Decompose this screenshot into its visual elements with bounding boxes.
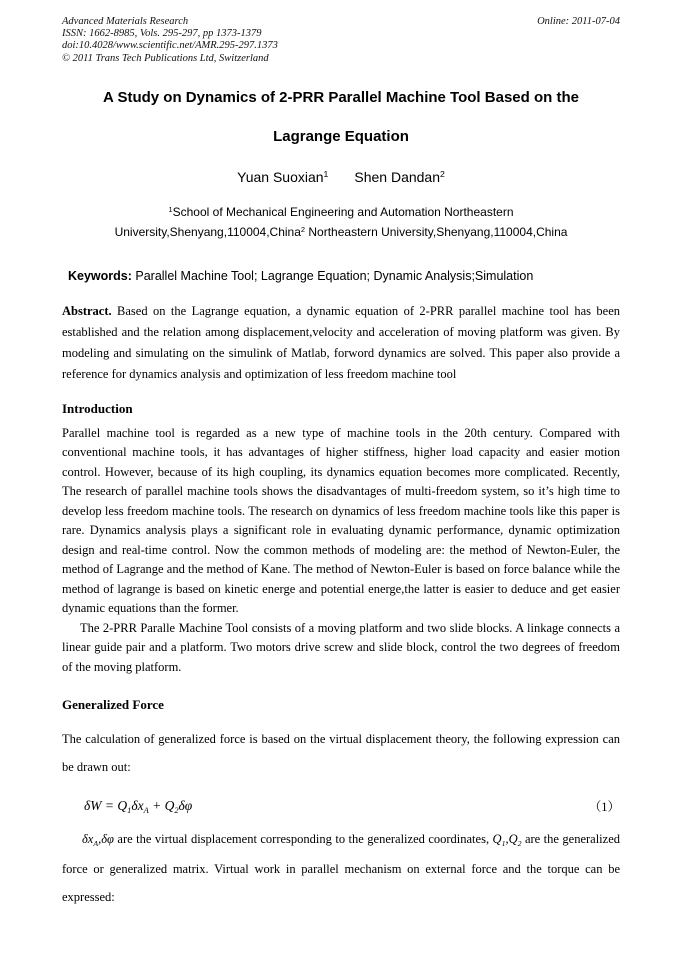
section-heading-generalized-force: Generalized Force: [62, 697, 164, 713]
abstract-text: Based on the Lagrange equation, a dynamic equation of 2-PRR parallel machine tool has been established and the relation among displacement,velocity and acceleration of moving platform was given. By modeling and simulating on the simulink of Matlab, forword dynamics are solved. This paper also provide a reference for dynamics analysis and optimization of less freedom machine tool: [62, 303, 620, 381]
im-subscript-4: 2: [517, 839, 522, 849]
keywords-line: [62, 269, 620, 283]
author-1: [237, 169, 328, 185]
gf-paragraph-2-text-1: are the virtual displacement corresponding to the generalized coordinates,: [113, 832, 493, 847]
affiliation-block: [62, 203, 620, 243]
authors-line: [62, 169, 620, 185]
affiliation-line1: [62, 203, 620, 223]
journal-issn-vols: ISSN: 1662-8985, Vols. 295-297, pp 1373-1379: [62, 28, 262, 40]
paper-title-line1: A Study on Dynamics of 2-PRR Parallel Machine Tool Based on the: [103, 88, 579, 106]
eq-subscript-1: 1: [127, 806, 132, 816]
equation-1-number: （1）: [588, 800, 620, 815]
introduction-paragraph-1: Parallel machine tool is regarded as a new type of machine tools in the 20th century. Compared with conventional machine tools, it has advantages of higher stiffness, higher load capacity and easier motion control. However, because of its high coupling, its dynamics equation becomes more complicated. Recently, The research of parallel machine tools shows the disadvantages of multi-freedom system, so it’s high time to develop less freedom machine tools. The research on dynamics of less freedom machine tools like this paper is rare. Dynamics analysis plays a significant role in evaluating dynamic performance, dynamic optimization design and real-time control. Now the common methods of modeling are: the method of Newton-Euler, the method of Lagrange and the method of Kane. The method of Newton-Euler is based on force balance while the method of lagrange is based on kinetic energe and potential energe,the latter is easier to deduce and get easier dynamic equations than the former.: [62, 425, 620, 616]
inline-math-dx-dphi: [82, 832, 114, 849]
eq-term-1: δW = Q: [84, 798, 128, 814]
affiliation-2-text-a: University,Shenyang,110004,China: [114, 224, 301, 239]
journal-doi: doi:10.4028/www.scientific.net/AMR.295-297.1373: [62, 40, 278, 52]
author-2: [354, 169, 444, 185]
journal-name: Advanced Materials Research: [62, 16, 189, 27]
abstract-paragraph: [62, 301, 620, 385]
introduction-paragraph-2: The 2-PRR Paralle Machine Tool consists of a moving platform and two slide blocks. A linkage connects a linear guide pair and a platform. Two motors drive screw and slide block, control the two degrees of freedom of the moving platform.: [62, 620, 620, 674]
section-heading-introduction: Introduction: [62, 400, 133, 416]
author-2-superscript: 2: [440, 169, 445, 180]
affiliation-1-superscript: 1: [168, 204, 173, 214]
affiliation-2-text-b: Northeastern University,Shenyang,110004,China: [305, 224, 568, 239]
author-1-superscript: 1: [323, 169, 329, 180]
gf-paragraph-2-text-2: are the generalized force or generalized matrix. Virtual work in parallel mechanism on external force and the torque can be expressed:: [62, 832, 621, 905]
im-term-4: ,Q: [505, 832, 518, 847]
journal-header: [62, 16, 620, 65]
affiliation-line2: [62, 223, 620, 243]
author-2-name: Shen Dandan: [354, 168, 441, 185]
affiliation-2-superscript: 2: [300, 224, 306, 234]
eq-term-2: δx: [131, 798, 144, 814]
equation-1-formula: [84, 798, 192, 814]
im-term-2: ,δφ: [98, 832, 114, 847]
im-term-3: Q: [492, 832, 502, 847]
keywords-label: Keywords:: [68, 268, 132, 283]
author-1-name: Yuan Suoxian: [237, 168, 324, 185]
equation-1-row: [62, 791, 620, 821]
eq-term-4: δφ: [178, 798, 193, 814]
journal-copyright: © 2011 Trans Tech Publications Ltd, Switzerland: [62, 52, 269, 64]
eq-subscript-2: A: [143, 806, 149, 816]
paper-title: [62, 89, 620, 145]
im-subscript-1: A: [93, 839, 99, 849]
im-term-1: δx: [82, 832, 94, 847]
eq-term-3: + Q: [148, 798, 175, 814]
keywords-text: Parallel Machine Tool; Lagrange Equation; Dynamic Analysis;Simulation: [131, 268, 534, 283]
inline-math-q1-q2: [492, 832, 522, 849]
journal-info: [62, 16, 278, 65]
generalized-force-paragraph-1: The calculation of generalized force is based on the virtual displacement theory, the following expression can be drawn out:: [62, 732, 620, 775]
generalized-force-paragraph-2: [62, 825, 620, 911]
im-subscript-3: 1: [501, 839, 506, 849]
eq-subscript-3: 2: [174, 806, 179, 816]
online-date: Online: 2011-07-04: [537, 16, 620, 27]
affiliation-1-text: School of Mechanical Engineering and Automation Northeastern: [172, 204, 514, 219]
abstract-label: Abstract.: [62, 303, 112, 318]
paper-title-line2: Lagrange Equation: [273, 127, 409, 145]
